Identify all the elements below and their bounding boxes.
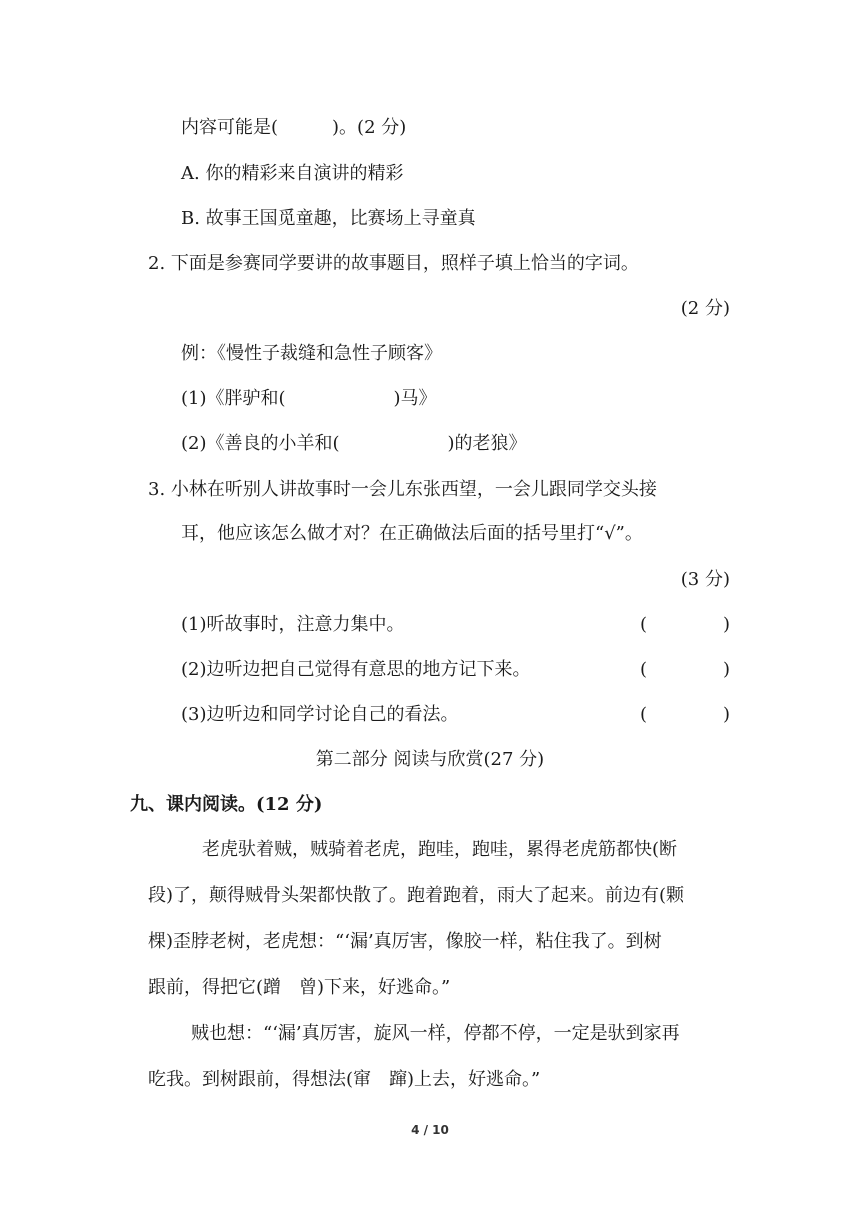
passage-para1-line1: 老虎驮着贼，贼骑着老虎，跑哇，跑哇，累得老虎筋都快(断 [202, 839, 678, 860]
part2-title: 第二部分 阅读与欣赏(27 分) [315, 749, 545, 770]
q3-prompt-line-1: 3. 小林在听别人讲故事时一会儿东张西望，一会儿跟同学交头接 [148, 479, 657, 500]
q1-option-b: B. 故事王国觅童趣，比赛场上寻童真 [181, 208, 476, 229]
q3-prompt-line-2: 耳，他应该怎么做才对？在正确做法后面的括号里打“√”。 [181, 523, 643, 544]
q2-item-1: (1)《胖驴和( )马》 [181, 388, 437, 409]
q3-item-1: (1)听故事时，注意力集中。 [181, 614, 405, 635]
passage-para1-line4: 跟前，得把它(蹭 曾)下来，好逃命。” [148, 977, 451, 998]
q1-prompt: 内容可能是( )。(2 分) [181, 117, 407, 138]
page-number: 4 / 10 [411, 1123, 449, 1137]
passage-para1-line3: 棵)歪脖老树，老虎想：“‘漏’真厉害，像胶一样，粘住我了。到树 [148, 931, 662, 952]
q3-score: (3 分) [680, 569, 730, 590]
q3-answer-paren-1: ( ) [640, 614, 730, 635]
q2-item-2: (2)《善良的小羊和( )的老狼》 [181, 433, 527, 454]
passage-para2-line1: 贼也想：“‘漏’真厉害，旋风一样，停都不停，一定是驮到家再 [191, 1023, 680, 1044]
q3-answer-paren-3: ( ) [640, 704, 730, 725]
q1-option-a: A. 你的精彩来自演讲的精彩 [181, 163, 404, 184]
q3-answer-paren-2: ( ) [640, 659, 730, 680]
q2-prompt: 2. 下面是参赛同学要讲的故事题目，照样子填上恰当的字词。 [148, 253, 639, 274]
q3-item-2: (2)边听边把自己觉得有意思的地方记下来。 [181, 659, 531, 680]
q3-item-3: (3)边听边和同学讨论自己的看法。 [181, 704, 459, 725]
section9-title: 九、课内阅读。(12 分) [130, 794, 323, 815]
q2-score: (2 分) [680, 298, 730, 319]
passage-para1-line2: 段)了，颠得贼骨头架都快散了。跑着跑着，雨大了起来。前边有(颗 [148, 885, 685, 906]
q2-example: 例：《慢性子裁缝和急性子顾客》 [181, 343, 442, 364]
passage-para2-line2: 吃我。到树跟前，得想法(窜 蹿)上去，好逃命。” [148, 1069, 541, 1090]
